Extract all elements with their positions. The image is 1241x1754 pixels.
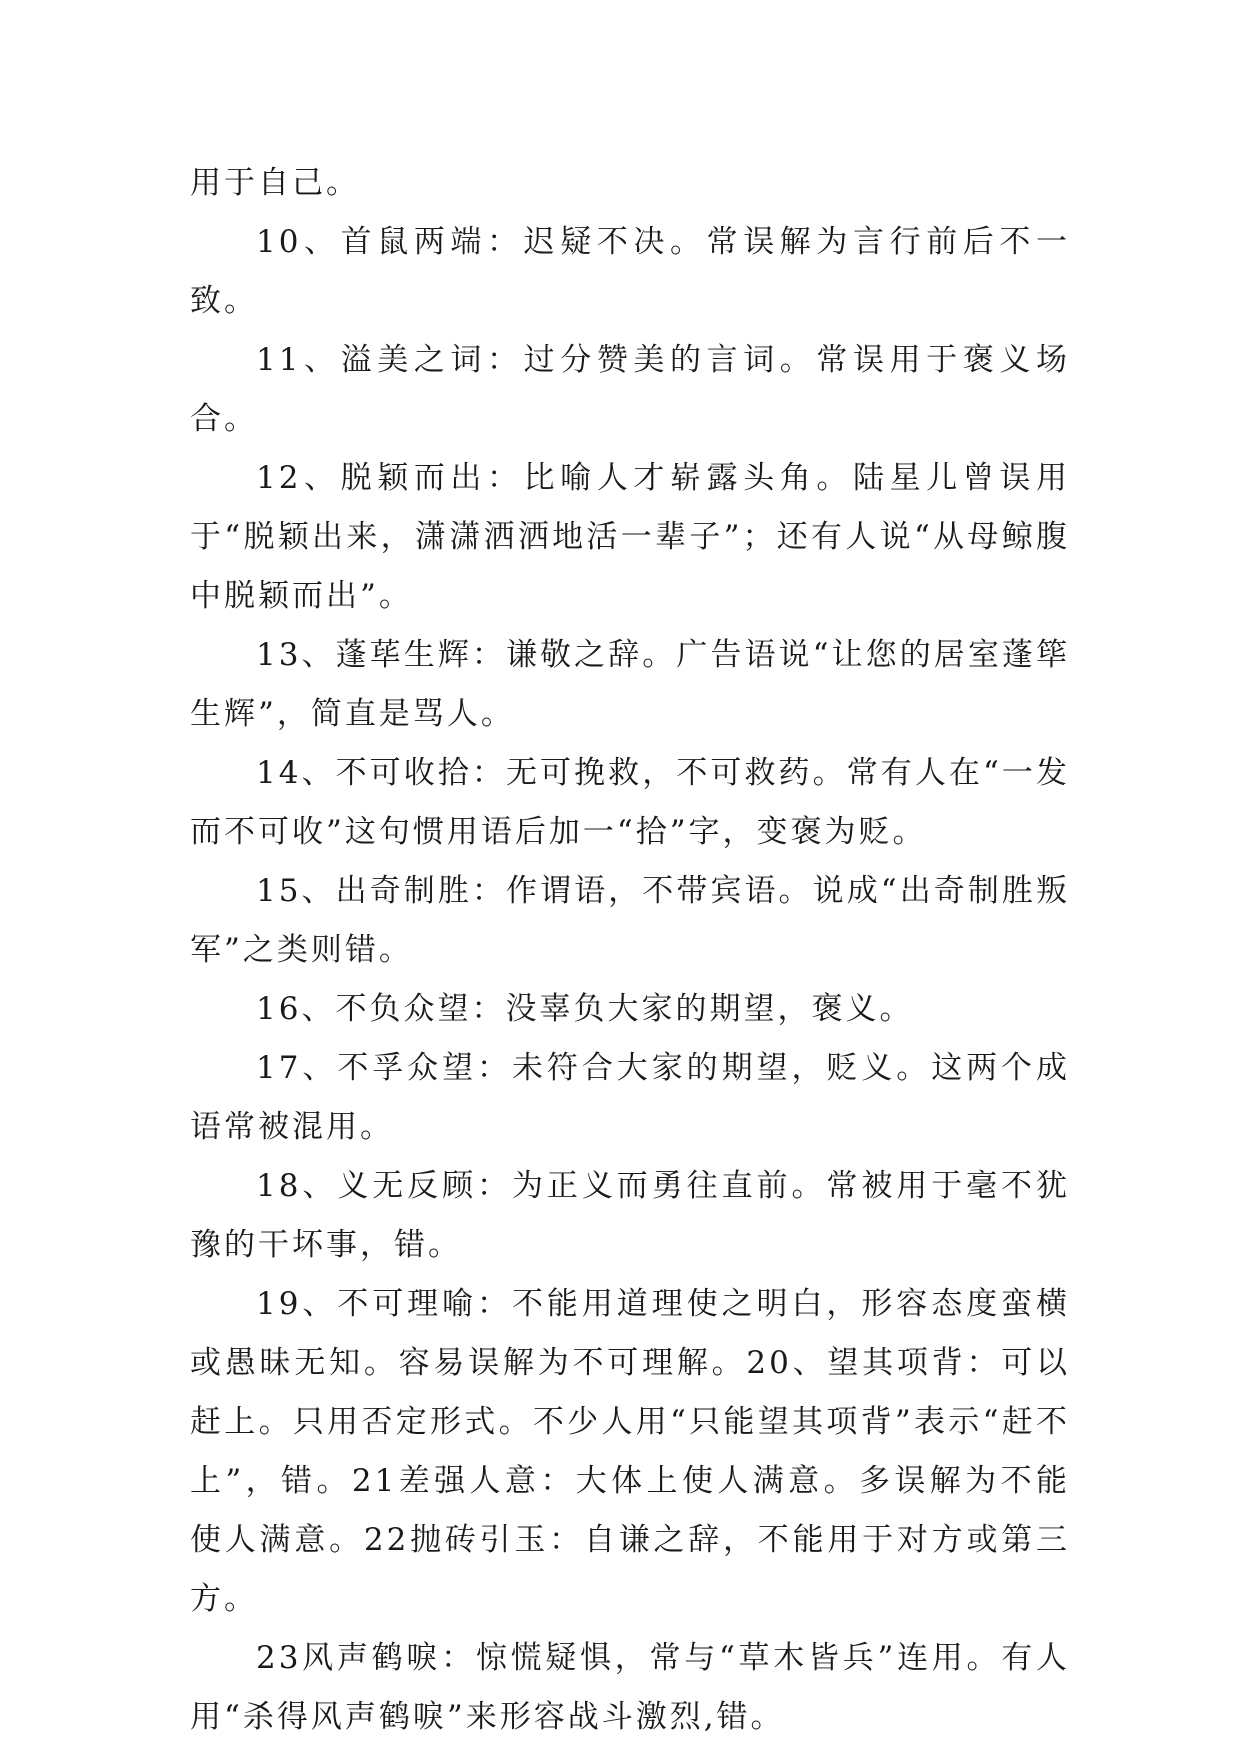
paragraph-item-14: 14、不可收拾：无可挽救，不可救药。常有人在“一发而不可收”这句惯用语后加一“拾”字，变褒为贬。 xyxy=(190,755,1070,850)
paragraph-item-15: 15、出奇制胜：作谓语，不带宾语。说成“出奇制胜叛军”之类则错。 xyxy=(190,873,1070,968)
paragraph-item-11: 11、溢美之词：过分赞美的言词。常误用于褒义场合。 xyxy=(190,342,1070,437)
paragraph-item-16: 16、不负众望：没辜负大家的期望，褒义。 xyxy=(256,991,914,1027)
paragraph-item-23: 23风声鹤唳：惊慌疑惧，常与“草木皆兵”连用。有人用“杀得风声鹤唳”来形容战斗激烈,错。 xyxy=(190,1640,1070,1735)
paragraph-item-12: 12、脱颖而出：比喻人才崭露头角。陆星儿曾误用于“脱颖出来，潇潇洒洒地活一辈子”；还有人说“从母鲸腹中脱颖而出”。 xyxy=(190,460,1070,614)
paragraph-item-17: 17、不孚众望：未符合大家的期望，贬义。这两个成语常被混用。 xyxy=(190,1050,1070,1145)
document-body xyxy=(190,154,1070,1747)
paragraph-item-10: 10、首鼠两端：迟疑不决。常误解为言行前后不一致。 xyxy=(190,224,1070,319)
paragraph-item-19-22: 19、不可理喻：不能用道理使之明白，形容态度蛮横或愚昧无知。容易误解为不可理解。20、望其项背：可以赶上。只用否定形式。不少人用“只能望其项背”表示“赶不上”，错。21差强人意：大体上使人满意。多误解为不能使人满意。22抛砖引玉：自谦之辞，不能用于对方或第三方。 xyxy=(190,1286,1070,1617)
paragraph-item-18: 18、义无反顾：为正义而勇往直前。常被用于毫不犹豫的干坏事，错。 xyxy=(190,1168,1070,1263)
paragraph-item-13: 13、蓬荜生辉：谦敬之辞。广告语说“让您的居室蓬筚生辉”，简直是骂人。 xyxy=(190,637,1070,732)
paragraph-continuation: 用于自己。 xyxy=(190,165,360,201)
